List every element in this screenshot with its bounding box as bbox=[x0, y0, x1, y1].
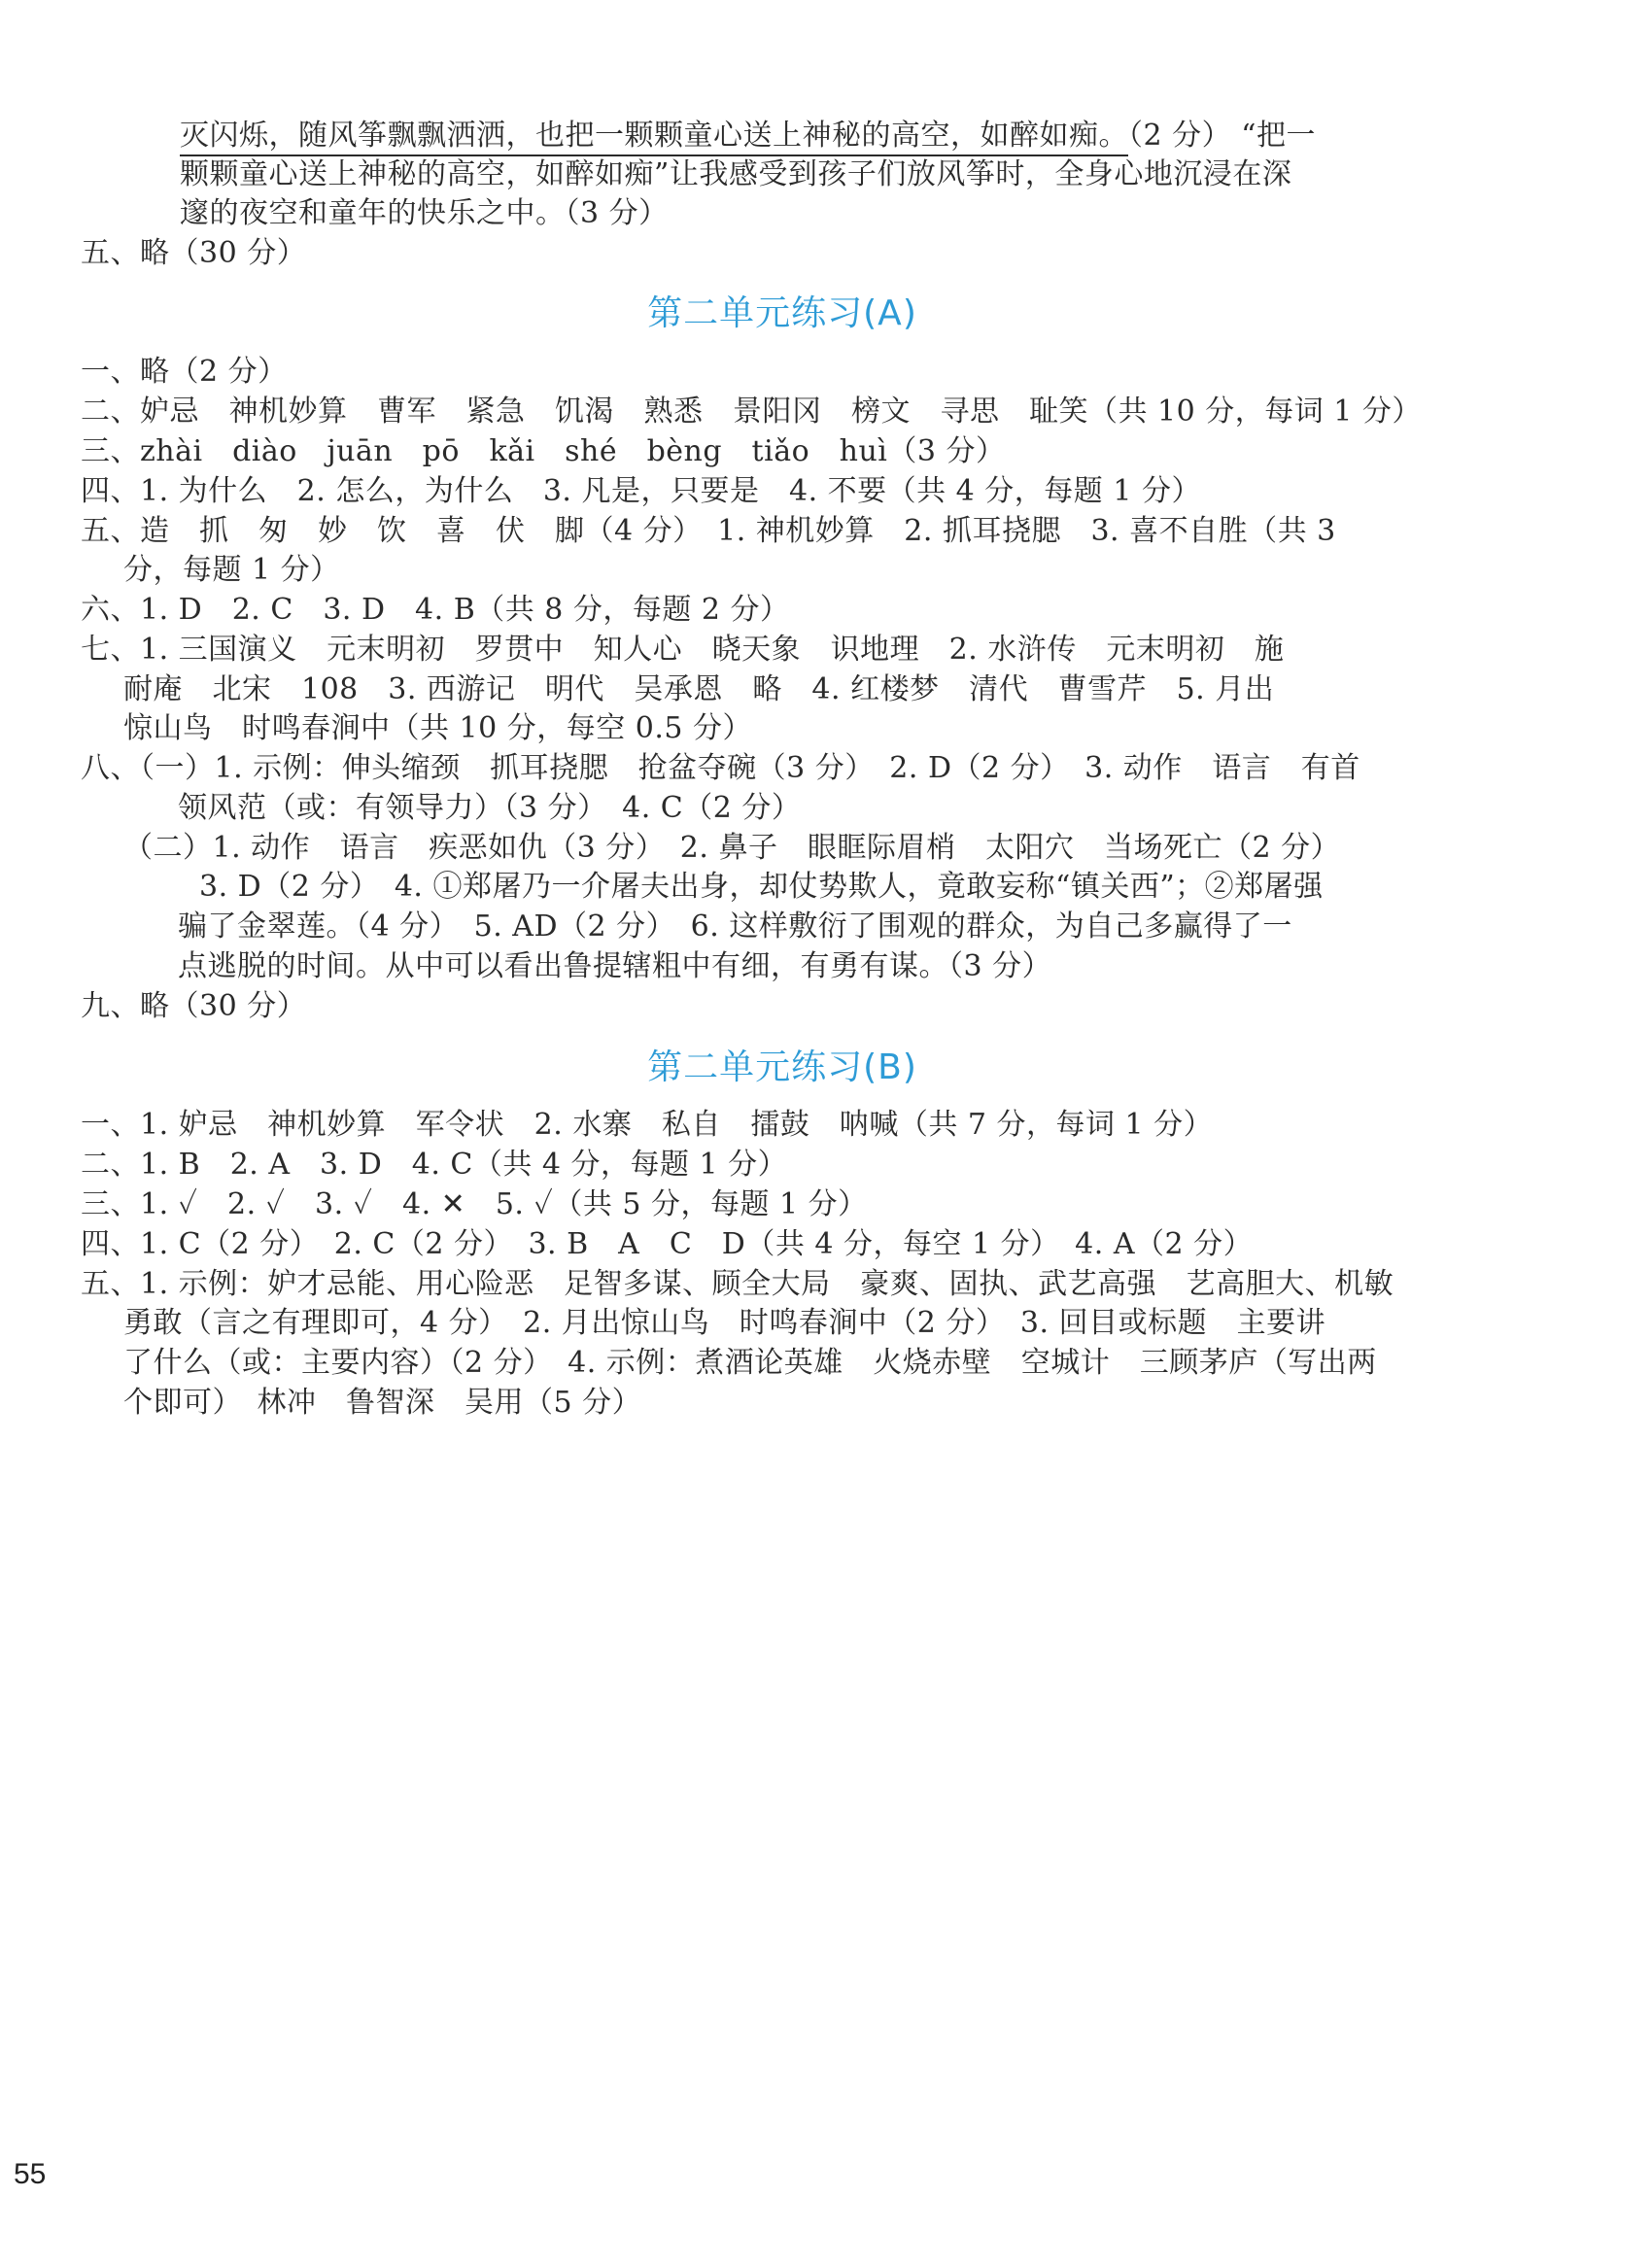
a-line-17: 九、略（30 分） bbox=[81, 989, 307, 1023]
a-line-15: 骗了金翠莲。（4 分） 5. AD（2 分） 6. 这样敷衍了围观的群众，为自己多赢得了一 bbox=[178, 909, 1292, 944]
page-number: 55 bbox=[14, 2158, 47, 2190]
b-line-2: 二、1. B 2. A 3. D 4. C（共 4 分，每题 1 分） bbox=[81, 1148, 788, 1182]
a-line-12: 领风范（或：有领导力）（3 分） 4. C（2 分） bbox=[178, 791, 802, 825]
a-line-9: 耐庵 北宋 108 3. 西游记 明代 吴承恩 略 4. 红楼梦 清代 曹雪芹 5. 月出 bbox=[123, 672, 1275, 706]
a-line-16: 点逃脱的时间。从中可以看出鲁提辖粗中有细，有勇有谋。（3 分） bbox=[178, 949, 1052, 983]
b-line-7: 了什么（或：主要内容）（2 分） 4. 示例：煮酒论英雄 火烧赤壁 空城计 三顾茅庐（写出两 bbox=[123, 1346, 1377, 1380]
b-line-3: 三、1. ✓ 2. ✓ 3. ✓ 4. ✕ 5. ✓（共 5 分，每题 1 分） bbox=[81, 1187, 868, 1221]
a-line-13: （二）1. 动作 语言 疾恶如仇（3 分） 2. 鼻子 眼眶际眉梢 太阳穴 当场死亡（2 分） bbox=[123, 831, 1341, 865]
b-line-1: 一、1. 妒忌 神机妙算 军令状 2. 水寨 私自 擂鼓 呐喊（共 7 分，每词 1 分） bbox=[81, 1108, 1214, 1142]
underlined-sentence: 灭闪烁，随风筝飘飘洒洒，也把一颗颗童心送上神秘的高空，如醉如痴。 bbox=[180, 119, 1128, 156]
a-line-6: 分，每题 1 分） bbox=[123, 553, 340, 587]
section-b-title: 第二单元练习(B) bbox=[647, 1047, 917, 1087]
a-line-1: 一、略（2 分） bbox=[81, 355, 288, 389]
b-line-8: 个即可） 林冲 鲁智深 吴用（5 分） bbox=[123, 1386, 642, 1420]
a-line-14: 3. D（2 分） 4. ①郑屠乃一介屠夫出身，却仗势欺人，竟敢妄称“镇关西”；②郑屠强 bbox=[199, 870, 1324, 904]
top-line-2: 颗颗童心送上神秘的高空，如醉如痴”让我感受到孩子们放风筝时，全身心地沉浸在深 bbox=[180, 157, 1292, 191]
top-line-3: 邃的夜空和童年的快乐之中。（3 分） bbox=[180, 196, 669, 230]
a-line-3: 三、zhài diào juān pō kǎi shé bèng tiǎo huì（3 分） bbox=[81, 434, 1006, 468]
a-line-2: 二、妒忌 神机妙算 曹军 紧急 饥渴 熟悉 景阳冈 榜文 寻思 耻笑（共 10 分，每词 1 分） bbox=[81, 395, 1422, 429]
a-line-7: 六、1. D 2. C 3. D 4. B（共 8 分，每题 2 分） bbox=[81, 593, 790, 627]
section-a-title: 第二单元练习(A) bbox=[647, 293, 917, 333]
a-line-10: 惊山鸟 时鸣春涧中（共 10 分，每空 0.5 分） bbox=[123, 711, 753, 745]
a-line-5: 五、造 抓 匆 妙 饮 喜 伏 脚（4 分） 1. 神机妙算 2. 抓耳挠腮 3. 喜不自胜（共 3 bbox=[81, 514, 1336, 548]
top-line-1-rest: （2 分） “把一 bbox=[1128, 119, 1316, 153]
a-line-8: 七、1. 三国演义 元末明初 罗贯中 知人心 晓天象 识地理 2. 水浒传 元末明初 施 bbox=[81, 633, 1285, 667]
a-line-11: 八、（一）1. 示例：伸头缩颈 抓耳挠腮 抢盆夺碗（3 分） 2. D（2 分） 3. 动作 语言 有首 bbox=[81, 751, 1360, 785]
b-line-6: 勇敢（言之有理即可，4 分） 2. 月出惊山鸟 时鸣春涧中（2 分） 3. 回目或标题 主要讲 bbox=[123, 1306, 1326, 1340]
b-line-4: 四、1. C（2 分） 2. C（2 分） 3. B A C D（共 4 分，每空 1 分） 4. A（2 分） bbox=[81, 1227, 1254, 1261]
top-line-4: 五、略（30 分） bbox=[81, 236, 307, 270]
a-line-4: 四、1. 为什么 2. 怎么，为什么 3. 凡是，只要是 4. 不要（共 4 分，每题 1 分） bbox=[81, 474, 1201, 508]
b-line-5: 五、1. 示例：妒才忌能、用心险恶 足智多谋、顾全大局 豪爽、固执、武艺高强 艺高胆大、机敏 bbox=[81, 1267, 1394, 1301]
top-line-1 bbox=[180, 117, 1316, 155]
